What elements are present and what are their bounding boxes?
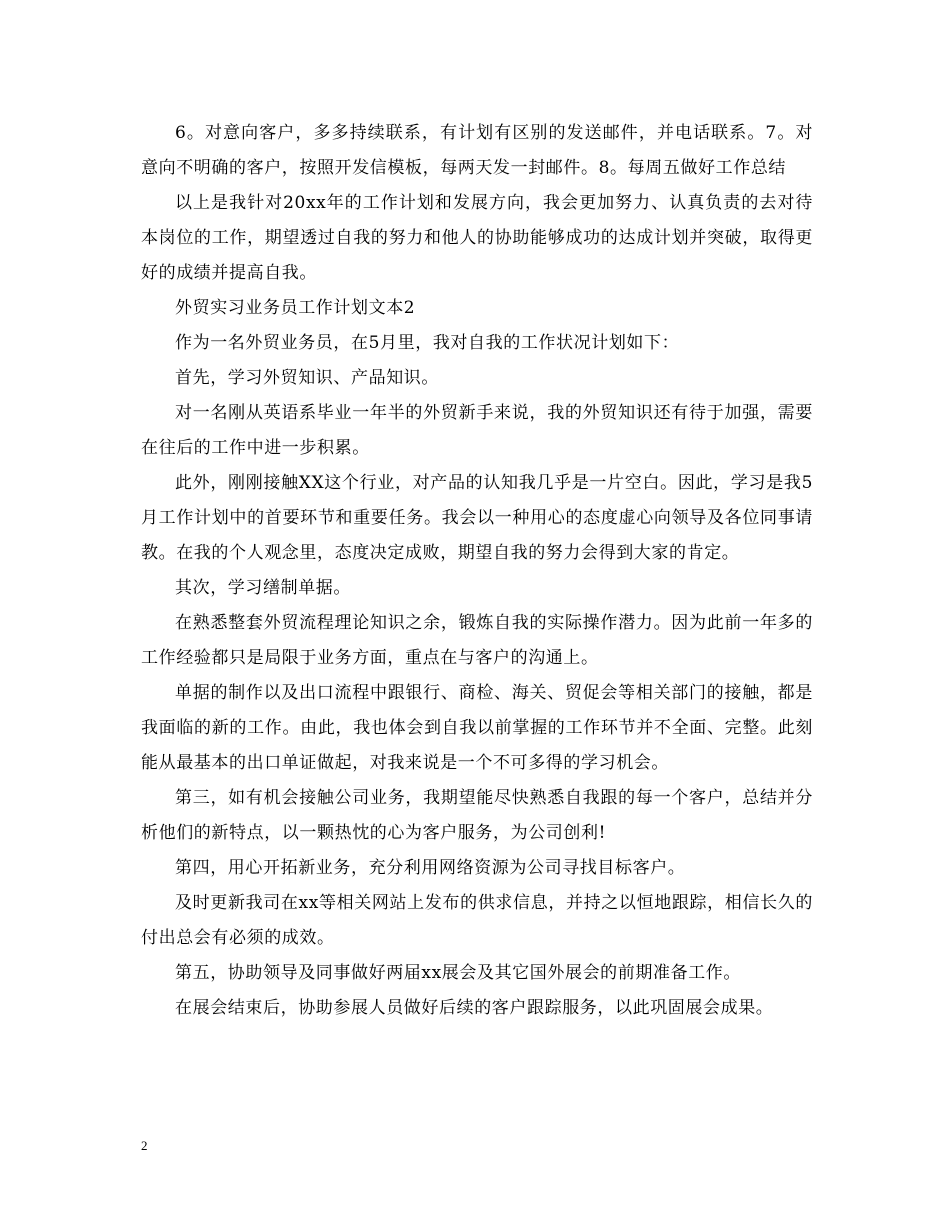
paragraph: 以上是我针对20xx年的工作计划和发展方向，我会更加努力、认真负责的去对待本岗位的工作，期望透过自我的努力和他人的协助能够成功的达成计划并突破，取得更好的成绩并提高自我。 <box>141 193 813 283</box>
document-body <box>141 116 813 1026</box>
paragraph: 在熟悉整套外贸流程理论知识之余，锻炼自我的实际操作潜力。因为此前一年多的工作经验都只是局限于业务方面，重点在与客户的沟通上。 <box>141 613 813 668</box>
paragraph: 在展会结束后，协助参展人员做好后续的客户跟踪服务，以此巩固展会成果。 <box>175 998 774 1018</box>
paragraph: 第五，协助领导及同事做好两届xx展会及其它国外展会的前期准备工作。 <box>175 963 741 983</box>
paragraph: 及时更新我司在xx等相关网站上发布的供求信息，并持之以恒地跟踪，相信长久的付出总会有必须的成效。 <box>141 893 813 948</box>
paragraph: 作为一名外贸业务员，在5月里，我对自我的工作状况计划如下： <box>175 333 680 353</box>
paragraph: 此外，刚刚接触XX这个行业，对产品的认知我几乎是一片空白。因此，学习是我5月工作计划中的首要环节和重要任务。我会以一种用心的态度虚心向领导及各位同事请教。在我的个人观念里，态度决定成败，期望自我的努力会得到大家的肯定。 <box>141 473 813 563</box>
paragraph: 单据的制作以及出口流程中跟银行、商检、海关、贸促会等相关部门的接触，都是我面临的新的工作。由此，我也体会到自我以前掌握的工作环节并不全面、完整。此刻能从最基本的出口单证做起，对我来说是一个不可多得的学习机会。 <box>141 683 813 773</box>
paragraph: 第三，如有机会接触公司业务，我期望能尽快熟悉自我跟的每一个客户，总结并分析他们的新特点，以一颗热忱的心为客户服务，为公司创利! <box>141 788 813 843</box>
section-heading: 外贸实习业务员工作计划文本2 <box>175 298 416 318</box>
page-number: 2 <box>141 1138 148 1153</box>
paragraph: 首先，学习外贸知识、产品知识。 <box>175 368 439 388</box>
paragraph: 其次，学习缮制单据。 <box>175 578 351 598</box>
paragraph: 第四，用心开拓新业务，充分利用网络资源为公司寻找目标客户。 <box>175 858 686 878</box>
paragraph: 对一名刚从英语系毕业一年半的外贸新手来说，我的外贸知识还有待于加强，需要在往后的工作中进一步积累。 <box>141 403 813 458</box>
paragraph: 6。对意向客户，多多持续联系，有计划有区别的发送邮件，并电话联系。7。对意向不明确的客户，按照开发信模板，每两天发一封邮件。8。每周五做好工作总结 <box>141 123 813 178</box>
